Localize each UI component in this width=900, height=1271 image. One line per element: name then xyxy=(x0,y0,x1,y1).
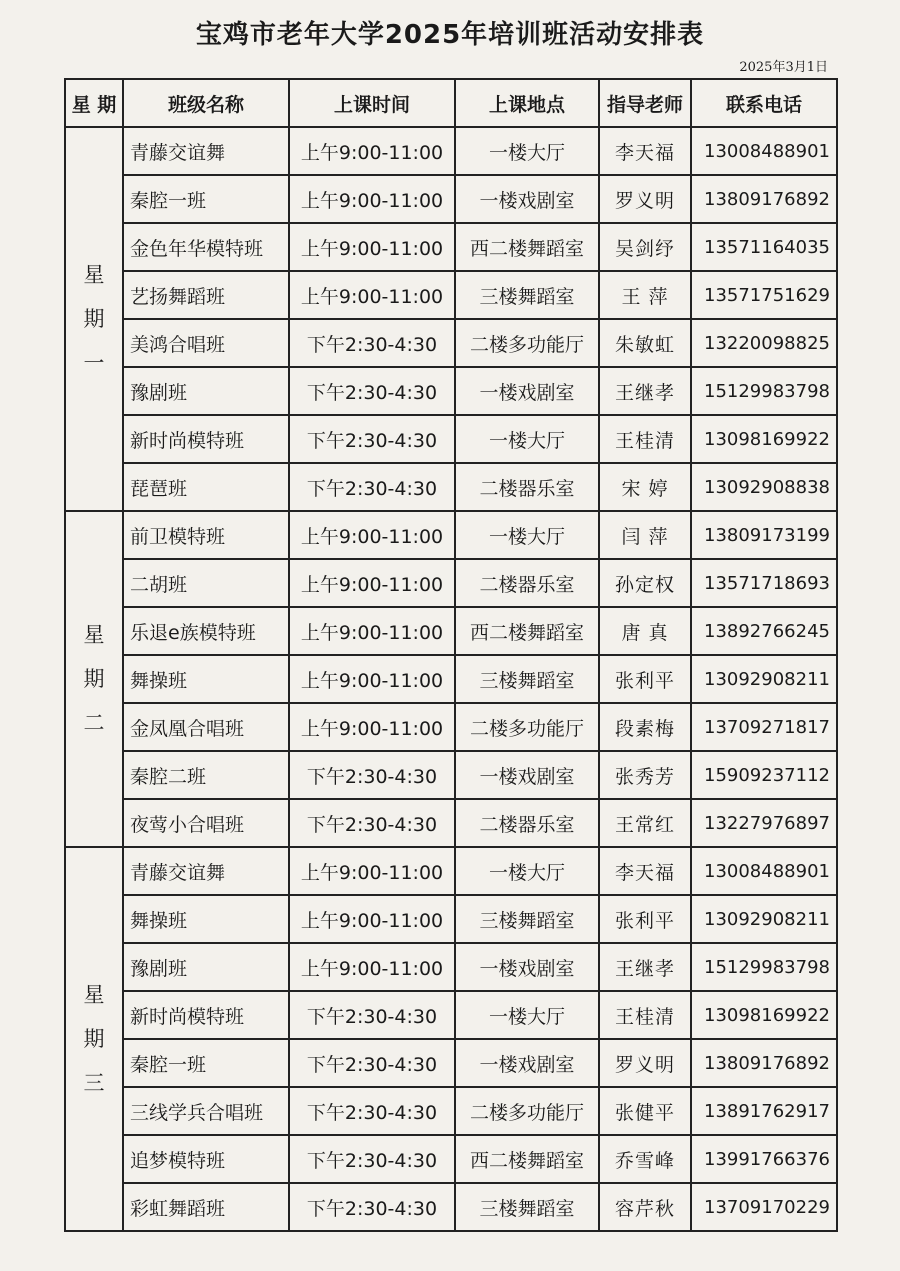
phone-cell: 13809176892 xyxy=(691,1039,837,1087)
header-class-time: 上课时间 xyxy=(289,79,455,127)
header-phone: 联系电话 xyxy=(691,79,837,127)
location-cell: 一楼大厅 xyxy=(455,991,599,1039)
location-cell: 一楼戏剧室 xyxy=(455,751,599,799)
location-cell: 一楼戏剧室 xyxy=(455,943,599,991)
weekday-char: 星 xyxy=(83,263,105,287)
class-time-cell: 上午9:00-11:00 xyxy=(289,607,455,655)
class-name-cell: 夜莺小合唱班 xyxy=(123,799,289,847)
location-cell: 一楼大厅 xyxy=(455,847,599,895)
table-row xyxy=(65,367,837,415)
table-row xyxy=(65,319,837,367)
teacher-cell: 张秀芳 xyxy=(599,751,691,799)
teacher-cell: 张利平 xyxy=(599,655,691,703)
table-row xyxy=(65,415,837,463)
table-row xyxy=(65,175,837,223)
location-cell: 二楼多功能厅 xyxy=(455,319,599,367)
weekday-char: 二 xyxy=(83,711,105,735)
location-cell: 一楼大厅 xyxy=(455,415,599,463)
location-cell: 三楼舞蹈室 xyxy=(455,271,599,319)
weekday-cell xyxy=(65,511,123,847)
class-name-cell: 乐退e族模特班 xyxy=(123,607,289,655)
teacher-cell: 罗义明 xyxy=(599,1039,691,1087)
teacher-cell: 张健平 xyxy=(599,1087,691,1135)
table-row xyxy=(65,991,837,1039)
phone-cell: 13220098825 xyxy=(691,319,837,367)
class-time-cell: 下午2:30-4:30 xyxy=(289,319,455,367)
teacher-cell: 宋 婷 xyxy=(599,463,691,511)
class-time-cell: 下午2:30-4:30 xyxy=(289,367,455,415)
table-row xyxy=(65,655,837,703)
phone-cell: 13571718693 xyxy=(691,559,837,607)
class-name-cell: 秦腔一班 xyxy=(123,1039,289,1087)
table-row xyxy=(65,271,837,319)
class-name-cell: 豫剧班 xyxy=(123,367,289,415)
page-title: 宝鸡市老年大学2025年培训班活动安排表 xyxy=(195,20,705,50)
teacher-cell: 吴剑纾 xyxy=(599,223,691,271)
class-time-cell: 下午2:30-4:30 xyxy=(289,1183,455,1231)
phone-cell: 15909237112 xyxy=(691,751,837,799)
class-time-cell: 下午2:30-4:30 xyxy=(289,1135,455,1183)
class-time-cell: 下午2:30-4:30 xyxy=(289,415,455,463)
phone-cell: 13227976897 xyxy=(691,799,837,847)
phone-cell: 13571751629 xyxy=(691,271,837,319)
weekday-cell xyxy=(65,847,123,1231)
teacher-cell: 李天福 xyxy=(599,127,691,175)
class-name-cell: 前卫模特班 xyxy=(123,511,289,559)
class-time-cell: 下午2:30-4:30 xyxy=(289,799,455,847)
class-time-cell: 上午9:00-11:00 xyxy=(289,943,455,991)
location-cell: 一楼戏剧室 xyxy=(455,1039,599,1087)
class-time-cell: 上午9:00-11:00 xyxy=(289,175,455,223)
location-cell: 二楼多功能厅 xyxy=(455,1087,599,1135)
teacher-cell: 容芹秋 xyxy=(599,1183,691,1231)
phone-cell: 13098169922 xyxy=(691,991,837,1039)
class-time-cell: 上午9:00-11:00 xyxy=(289,847,455,895)
phone-cell: 15129983798 xyxy=(691,943,837,991)
class-time-cell: 下午2:30-4:30 xyxy=(289,1087,455,1135)
location-cell: 一楼大厅 xyxy=(455,127,599,175)
weekday-cell xyxy=(65,127,123,511)
phone-cell: 15129983798 xyxy=(691,367,837,415)
location-cell: 二楼多功能厅 xyxy=(455,703,599,751)
class-name-cell: 新时尚模特班 xyxy=(123,991,289,1039)
class-time-cell: 下午2:30-4:30 xyxy=(289,463,455,511)
class-time-cell: 上午9:00-11:00 xyxy=(289,559,455,607)
table-row xyxy=(65,127,837,175)
table-row xyxy=(65,703,837,751)
table-row xyxy=(65,1183,837,1231)
phone-cell: 13098169922 xyxy=(691,415,837,463)
location-cell: 二楼器乐室 xyxy=(455,463,599,511)
class-time-cell: 上午9:00-11:00 xyxy=(289,511,455,559)
class-name-cell: 舞操班 xyxy=(123,895,289,943)
class-name-cell: 金凤凰合唱班 xyxy=(123,703,289,751)
teacher-cell: 唐 真 xyxy=(599,607,691,655)
phone-cell: 13092908211 xyxy=(691,895,837,943)
class-name-cell: 追梦模特班 xyxy=(123,1135,289,1183)
class-time-cell: 下午2:30-4:30 xyxy=(289,1039,455,1087)
weekday-char: 期 xyxy=(83,667,105,691)
teacher-cell: 王继孝 xyxy=(599,367,691,415)
table-row xyxy=(65,559,837,607)
phone-cell: 13809176892 xyxy=(691,175,837,223)
teacher-cell: 闫 萍 xyxy=(599,511,691,559)
location-cell: 二楼器乐室 xyxy=(455,559,599,607)
class-name-cell: 三线学兵合唱班 xyxy=(123,1087,289,1135)
phone-cell: 13092908838 xyxy=(691,463,837,511)
weekday-char: 三 xyxy=(83,1071,105,1095)
table-row xyxy=(65,895,837,943)
class-time-cell: 下午2:30-4:30 xyxy=(289,991,455,1039)
weekday-char: 星 xyxy=(83,983,105,1007)
class-time-cell: 上午9:00-11:00 xyxy=(289,271,455,319)
header-row xyxy=(65,79,837,127)
teacher-cell: 王继孝 xyxy=(599,943,691,991)
class-name-cell: 新时尚模特班 xyxy=(123,415,289,463)
table-row xyxy=(65,943,837,991)
class-name-cell: 二胡班 xyxy=(123,559,289,607)
teacher-cell: 孙定权 xyxy=(599,559,691,607)
teacher-cell: 王 萍 xyxy=(599,271,691,319)
weekday-char: 期 xyxy=(83,307,105,331)
location-cell: 一楼戏剧室 xyxy=(455,367,599,415)
location-cell: 一楼大厅 xyxy=(455,511,599,559)
class-name-cell: 豫剧班 xyxy=(123,943,289,991)
teacher-cell: 张利平 xyxy=(599,895,691,943)
table-row xyxy=(65,223,837,271)
phone-cell: 13991766376 xyxy=(691,1135,837,1183)
table-row xyxy=(65,751,837,799)
table-row xyxy=(65,607,837,655)
table-row xyxy=(65,847,837,895)
table-row xyxy=(65,511,837,559)
weekday-char: 一 xyxy=(83,351,105,375)
header-class-name: 班级名称 xyxy=(123,79,289,127)
header-weekday: 星 期 xyxy=(65,79,123,127)
class-name-cell: 秦腔一班 xyxy=(123,175,289,223)
class-time-cell: 上午9:00-11:00 xyxy=(289,127,455,175)
phone-cell: 13709170229 xyxy=(691,1183,837,1231)
teacher-cell: 朱敏虹 xyxy=(599,319,691,367)
class-name-cell: 青藤交谊舞 xyxy=(123,847,289,895)
teacher-cell: 罗义明 xyxy=(599,175,691,223)
table-row xyxy=(65,1087,837,1135)
teacher-cell: 乔雪峰 xyxy=(599,1135,691,1183)
location-cell: 一楼戏剧室 xyxy=(455,175,599,223)
class-name-cell: 琵琶班 xyxy=(123,463,289,511)
class-name-cell: 舞操班 xyxy=(123,655,289,703)
class-name-cell: 艺扬舞蹈班 xyxy=(123,271,289,319)
location-cell: 西二楼舞蹈室 xyxy=(455,1135,599,1183)
class-time-cell: 下午2:30-4:30 xyxy=(289,751,455,799)
class-time-cell: 上午9:00-11:00 xyxy=(289,703,455,751)
location-cell: 三楼舞蹈室 xyxy=(455,1183,599,1231)
class-name-cell: 美鸿合唱班 xyxy=(123,319,289,367)
weekday-char: 星 xyxy=(83,623,105,647)
weekday-char: 期 xyxy=(83,1027,105,1051)
phone-cell: 13571164035 xyxy=(691,223,837,271)
phone-cell: 13892766245 xyxy=(691,607,837,655)
class-name-cell: 金色年华模特班 xyxy=(123,223,289,271)
location-cell: 西二楼舞蹈室 xyxy=(455,607,599,655)
phone-cell: 13891762917 xyxy=(691,1087,837,1135)
phone-cell: 13092908211 xyxy=(691,655,837,703)
header-teacher: 指导老师 xyxy=(599,79,691,127)
class-name-cell: 秦腔二班 xyxy=(123,751,289,799)
teacher-cell: 王桂清 xyxy=(599,415,691,463)
teacher-cell: 王桂清 xyxy=(599,991,691,1039)
teacher-cell: 段素梅 xyxy=(599,703,691,751)
phone-cell: 13809173199 xyxy=(691,511,837,559)
table-row xyxy=(65,1039,837,1087)
location-cell: 三楼舞蹈室 xyxy=(455,655,599,703)
location-cell: 西二楼舞蹈室 xyxy=(455,223,599,271)
table-row xyxy=(65,463,837,511)
table-row xyxy=(65,799,837,847)
header-location: 上课地点 xyxy=(455,79,599,127)
location-cell: 二楼器乐室 xyxy=(455,799,599,847)
class-time-cell: 上午9:00-11:00 xyxy=(289,223,455,271)
teacher-cell: 李天福 xyxy=(599,847,691,895)
phone-cell: 13008488901 xyxy=(691,127,837,175)
table-row xyxy=(65,1135,837,1183)
teacher-cell: 王常红 xyxy=(599,799,691,847)
class-time-cell: 上午9:00-11:00 xyxy=(289,655,455,703)
phone-cell: 13008488901 xyxy=(691,847,837,895)
schedule-table xyxy=(64,78,838,1232)
location-cell: 三楼舞蹈室 xyxy=(455,895,599,943)
phone-cell: 13709271817 xyxy=(691,703,837,751)
class-name-cell: 彩虹舞蹈班 xyxy=(123,1183,289,1231)
class-time-cell: 上午9:00-11:00 xyxy=(289,895,455,943)
class-name-cell: 青藤交谊舞 xyxy=(123,127,289,175)
schedule-body xyxy=(65,127,837,1231)
document-date: 2025年3月1日 xyxy=(739,60,828,75)
